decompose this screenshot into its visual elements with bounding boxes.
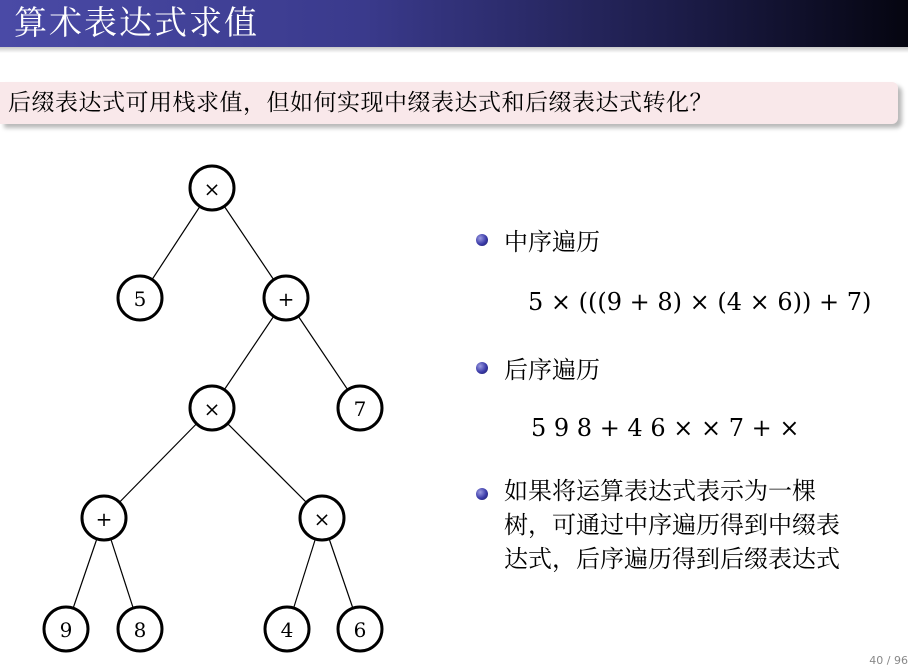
postorder-formula: 5 9 8 + 4 6 × × 7 + × (531, 414, 800, 442)
slide-title: 算术表达式求值 (14, 3, 259, 42)
bullet-postorder-label: 后序遍历 (504, 356, 600, 384)
explanation-line: 达式，后序遍历得到后缀表达式 (504, 545, 840, 573)
tree-node-times2 (190, 386, 234, 430)
node-label: × (203, 397, 221, 421)
expression-tree (0, 140, 460, 661)
node-label: 5 (133, 287, 147, 311)
node-label: × (313, 507, 331, 531)
tree-node-n5 (118, 276, 162, 320)
tree-node-root (190, 166, 234, 210)
tree-node-n7 (338, 386, 382, 430)
tree-node-n4 (265, 607, 309, 651)
node-label: 7 (353, 397, 367, 421)
tree-node-plus1 (264, 276, 308, 320)
bullet-marker (476, 234, 488, 246)
bullet-marker (476, 362, 488, 374)
page-number: 40 / 96 (869, 654, 908, 667)
title-shadow (0, 47, 908, 53)
node-label: + (277, 287, 295, 311)
block-text: 后缀表达式可用栈求值，但如何实现中缀表达式和后缀表达式转化？ (8, 90, 713, 116)
bullet-marker (476, 488, 488, 500)
node-label: × (203, 177, 221, 201)
inorder-formula: 5 × (((9 + 8) × (4 × 6)) + 7) (528, 288, 872, 316)
node-label: + (95, 507, 113, 531)
node-label: 6 (353, 618, 367, 642)
node-label: 9 (59, 618, 73, 642)
tree-node-n6 (338, 607, 382, 651)
tree-node-n9 (44, 607, 88, 651)
tree-node-times3 (300, 496, 344, 540)
bullet-inorder-label: 中序遍历 (504, 228, 600, 256)
tree-node-n8 (118, 607, 162, 651)
title-bar (0, 0, 908, 47)
tree-explanation (504, 474, 908, 576)
tree-node-plus2 (82, 496, 126, 540)
node-label: 4 (280, 618, 294, 642)
node-label: 8 (133, 618, 147, 642)
explanation-line: 如果将运算表达式表示为一棵 (504, 477, 816, 505)
explanation-line: 树，可通过中序遍历得到中缀表 (504, 511, 840, 539)
highlight-block (0, 82, 898, 124)
